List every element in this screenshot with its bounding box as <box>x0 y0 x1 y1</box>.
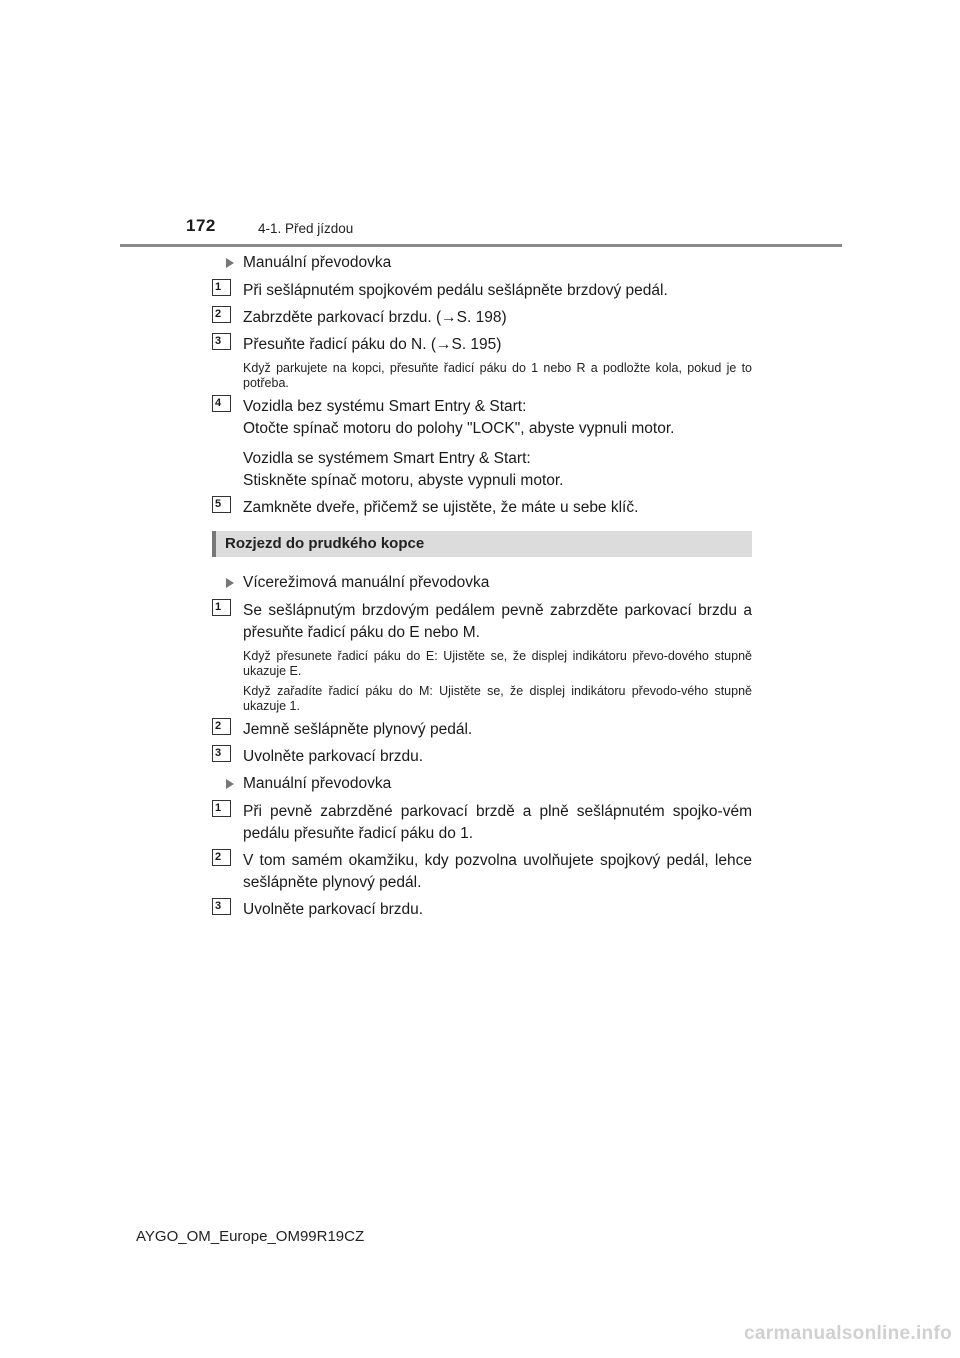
subheading-text: Vícerežimová manuální převodovka <box>243 574 490 591</box>
step-line: Vozidla se systémem Smart Entry & Start: <box>243 450 531 467</box>
step-text: Zabrzděte parkovací brzdu. (→S. 198) <box>243 309 507 326</box>
step-number-badge: 2 <box>212 718 231 735</box>
step-number-badge: 5 <box>212 496 231 513</box>
step <box>212 497 752 519</box>
step-text: Při pevně zabrzděné parkovací brzdě a plně sešlápnutém spojko-vém pedálu přesuňte řadicí páku do 1. <box>243 803 752 842</box>
step-number-badge: 4 <box>212 395 231 412</box>
step <box>212 280 752 302</box>
step-text <box>243 396 752 440</box>
triangle-bullet-icon <box>226 779 234 789</box>
subheading-manual-transmission <box>212 773 752 795</box>
triangle-bullet-icon <box>226 258 234 268</box>
step <box>212 850 752 894</box>
subheading-multimode-transmission <box>212 572 752 594</box>
step-text: Uvolněte parkovací brzdu. <box>243 901 424 918</box>
note: Když zařadíte řadicí páku do M: Ujistěte se, že displej indikátoru převodo-vého stupně ukazuje 1. <box>243 684 752 713</box>
step-text: Jemně sešlápněte plynový pedál. <box>243 721 473 738</box>
step-number-badge: 3 <box>212 745 231 762</box>
step-number-badge: 2 <box>212 849 231 866</box>
step-number-badge: 1 <box>212 800 231 817</box>
step <box>212 600 752 644</box>
step-number-badge: 1 <box>212 279 231 296</box>
step-line: Vozidla bez systému Smart Entry & Start: <box>243 398 527 415</box>
subheading-manual-transmission <box>212 252 752 274</box>
header-divider <box>120 244 842 247</box>
step-text: Se sešlápnutým brzdovým pedálem pevně zabrzděte parkovací brzdu a přesuňte řadicí páku do E nebo M. <box>243 602 752 641</box>
step <box>212 396 752 492</box>
step <box>212 307 752 329</box>
step <box>212 899 752 921</box>
step-text: Při sešlápnutém spojkovém pedálu sešlápněte brzdový pedál. <box>243 282 668 299</box>
subheading-text: Manuální převodovka <box>243 775 392 792</box>
note: Když parkujete na kopci, přesuňte řadicí páku do 1 nebo R a podložte kola, pokud je to potřeba. <box>243 361 752 390</box>
step-line: Otočte spínač motoru do polohy "LOCK", abyste vypnuli motor. <box>243 420 675 437</box>
step-number-badge: 2 <box>212 306 231 323</box>
step-line: Stiskněte spínač motoru, abyste vypnuli motor. <box>243 472 564 489</box>
section-label: 4-1. Před jízdou <box>258 221 354 236</box>
step-subparagraph <box>243 448 752 492</box>
step <box>212 801 752 845</box>
watermark: carmanualsonline.info <box>744 1323 952 1344</box>
step-text: V tom samém okamžiku, kdy pozvolna uvolňujete spojkový pedál, lehce sešlápněte plynový pedál. <box>243 852 752 891</box>
note: Když přesunete řadicí páku do E: Ujistěte se, že displej indikátoru převo-dového stupně ukazuje E. <box>243 649 752 678</box>
step-text: Uvolněte parkovací brzdu. <box>243 748 424 765</box>
subheading-text: Manuální převodovka <box>243 254 392 271</box>
document-id: AYGO_OM_Europe_OM99R19CZ <box>136 1228 365 1245</box>
triangle-bullet-icon <box>226 578 234 588</box>
page-content <box>212 252 752 926</box>
step-number-badge: 3 <box>212 898 231 915</box>
step <box>212 334 752 356</box>
step-text: Přesuňte řadicí páku do N. (→S. 195) <box>243 336 502 353</box>
step <box>212 719 752 741</box>
step <box>212 746 752 768</box>
page-number: 172 <box>186 216 216 235</box>
step-number-badge: 3 <box>212 333 231 350</box>
step-text: Zamkněte dveře, přičemž se ujistěte, že máte u sebe klíč. <box>243 499 639 516</box>
step-number-badge: 1 <box>212 599 231 616</box>
section-heading: Rozjezd do prudkého kopce <box>212 531 752 557</box>
